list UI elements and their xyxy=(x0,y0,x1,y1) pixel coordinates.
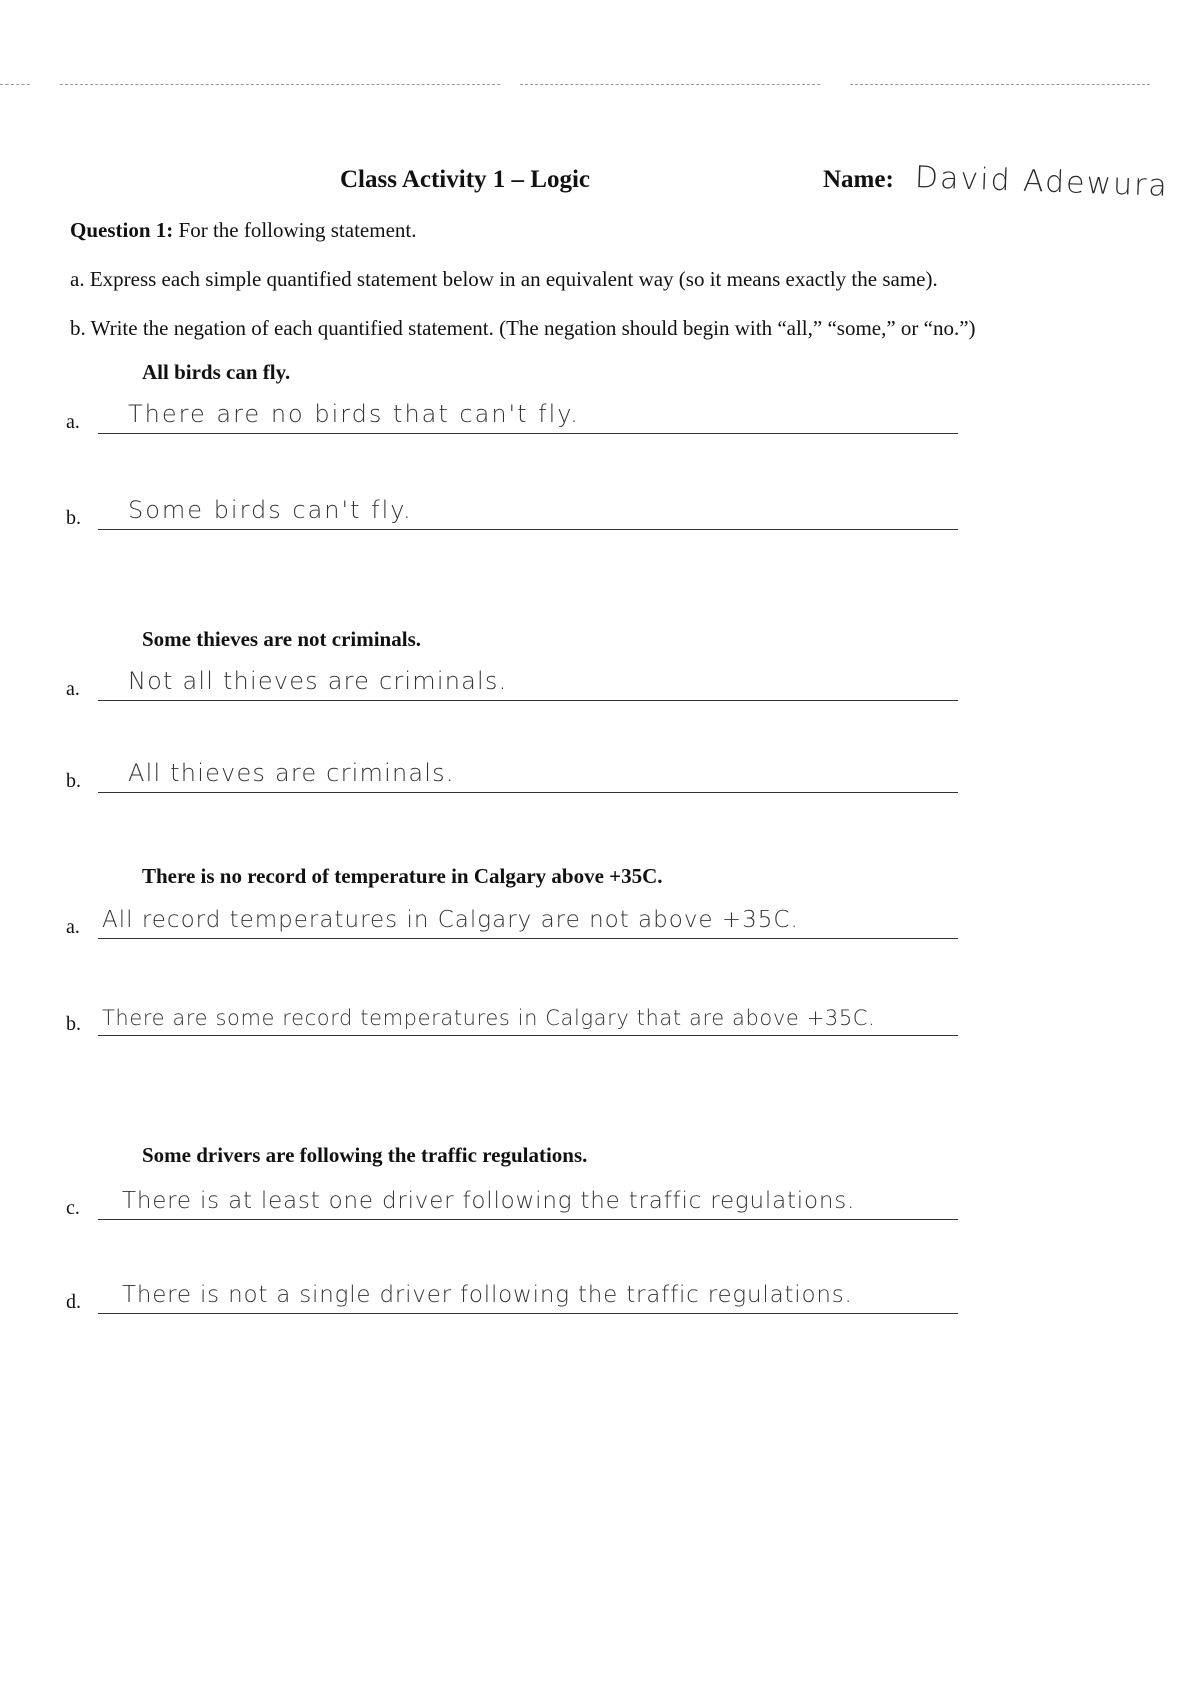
handwritten-answer: There are no birds that can't fly. xyxy=(128,400,580,428)
handwritten-answer: Not all thieves are criminals. xyxy=(128,667,508,695)
answer-letter: a. xyxy=(66,411,80,433)
answer-row-4d xyxy=(66,1274,958,1314)
answer-row-1a xyxy=(66,394,958,434)
answer-row-3a xyxy=(66,899,958,939)
handwritten-answer: Some birds can't fly. xyxy=(128,496,413,524)
statement-2: Some thieves are not criminals. xyxy=(142,627,421,651)
handwritten-answer: All record temperatures in Calgary are not above +35C. xyxy=(102,907,799,933)
instruction-a: a. Express each simple quantified statement below in an equivalent way (so it means exactly the same). xyxy=(70,267,938,291)
handwritten-answer: There are some record temperatures in Calgary that are above +35C. xyxy=(102,1006,876,1030)
answer-row-2b xyxy=(66,753,958,793)
handwritten-answer: All thieves are criminals. xyxy=(128,759,455,787)
answer-letter: b. xyxy=(66,1013,81,1035)
statement-4: Some drivers are following the traffic regulations. xyxy=(142,1143,588,1167)
question-label: Question 1: xyxy=(70,218,174,242)
answer-line xyxy=(98,1035,958,1036)
answer-letter: a. xyxy=(66,916,80,938)
answer-letter: b. xyxy=(66,507,81,529)
answer-row-2a xyxy=(66,661,958,701)
student-name-handwritten: David Adewura xyxy=(914,160,1170,204)
answer-letter: b. xyxy=(66,770,81,792)
statement-3: There is no record of temperature in Calgary above +35C. xyxy=(142,864,663,888)
scan-edge-line xyxy=(850,84,1150,85)
scan-edge-line xyxy=(520,84,820,85)
answer-line xyxy=(98,700,958,701)
answer-letter: c. xyxy=(66,1197,80,1219)
answer-line xyxy=(98,433,958,434)
answer-line xyxy=(98,1313,958,1314)
answer-line xyxy=(98,529,958,530)
answer-letter: a. xyxy=(66,678,80,700)
answer-line xyxy=(98,792,958,793)
answer-row-1b xyxy=(66,490,958,530)
answer-letter: d. xyxy=(66,1291,81,1313)
statement-1: All birds can fly. xyxy=(142,360,291,384)
handwritten-answer: There is not a single driver following the traffic regulations. xyxy=(122,1282,853,1308)
question-text: For the following statement. xyxy=(178,218,417,242)
answer-line xyxy=(98,1219,958,1220)
answer-row-4c xyxy=(66,1180,958,1220)
scan-edge-line xyxy=(0,84,30,85)
scan-edge-line xyxy=(60,84,500,85)
page-title: Class Activity 1 – Logic xyxy=(340,166,590,193)
answer-row-3b xyxy=(66,996,958,1036)
question-prompt xyxy=(70,218,416,243)
handwritten-answer: There is at least one driver following the traffic regulations. xyxy=(122,1188,856,1214)
answer-line xyxy=(98,938,958,939)
name-label: Name: xyxy=(823,166,894,193)
instruction-b: b. Write the negation of each quantified statement. (The negation should begin with “all,” “some,” or “no.”) xyxy=(70,316,976,340)
